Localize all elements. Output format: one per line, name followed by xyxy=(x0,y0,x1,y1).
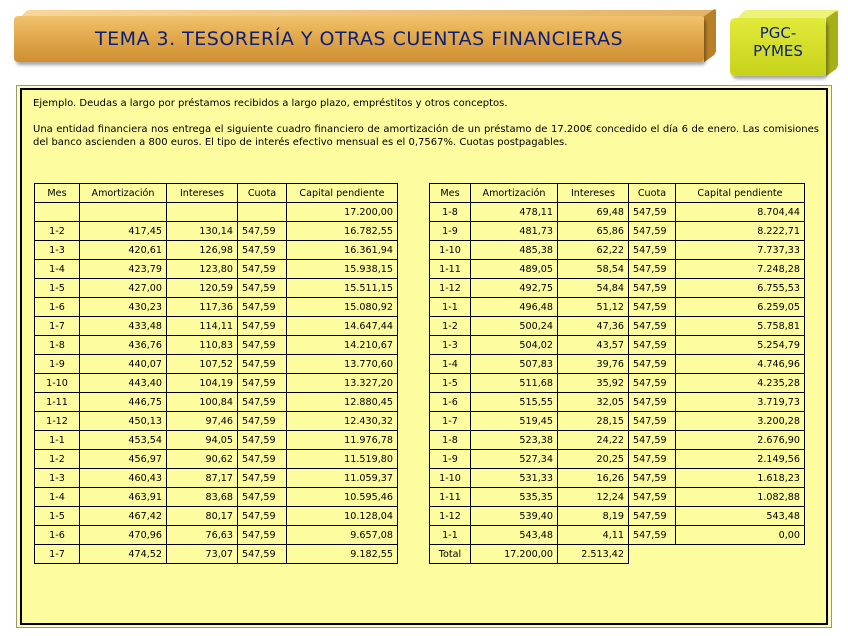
table-row xyxy=(35,545,398,564)
cell-mes: 1-1 xyxy=(35,431,80,450)
cell-capital-pendiente: 6.259,05 xyxy=(676,298,805,317)
cell-capital-pendiente: 12.430,32 xyxy=(287,412,398,431)
cell-intereses: 35,92 xyxy=(558,374,629,393)
table-row xyxy=(35,317,398,336)
table-total-row xyxy=(430,545,805,564)
cell-amortizacion: 523,38 xyxy=(471,431,558,450)
cell-mes: 1-2 xyxy=(430,317,471,336)
table-row xyxy=(35,260,398,279)
cell-capital-pendiente: 2.676,90 xyxy=(676,431,805,450)
cell-cuota: 547,59 xyxy=(238,241,287,260)
table-row xyxy=(35,488,398,507)
cell-cuota: 547,59 xyxy=(238,355,287,374)
cell-intereses: 47,36 xyxy=(558,317,629,336)
cell-amortizacion: 535,35 xyxy=(471,488,558,507)
cell-intereses: 76,63 xyxy=(167,526,238,545)
cell-mes: 1-10 xyxy=(430,241,471,260)
cell-capital-pendiente: 11.976,78 xyxy=(287,431,398,450)
cell-cuota: 547,59 xyxy=(629,298,676,317)
cell-capital-pendiente: 16.782,55 xyxy=(287,222,398,241)
table-row xyxy=(430,374,805,393)
table-row xyxy=(430,412,805,431)
table-row xyxy=(430,488,805,507)
cell-mes: 1-4 xyxy=(35,260,80,279)
cell-capital-pendiente: 1.618,23 xyxy=(676,469,805,488)
table-row xyxy=(430,241,805,260)
cell-cuota: 547,59 xyxy=(629,222,676,241)
banner-bevel-side xyxy=(704,8,716,62)
cell-capital-pendiente: 4.235,28 xyxy=(676,374,805,393)
cell-mes: 1-11 xyxy=(430,260,471,279)
cell-mes: 1-9 xyxy=(430,222,471,241)
cell-mes: 1-3 xyxy=(430,336,471,355)
cell-capital-pendiente: 8.222,71 xyxy=(676,222,805,241)
total-amortizacion: 17.200,00 xyxy=(471,545,558,564)
cell-intereses: 24,22 xyxy=(558,431,629,450)
cell-cuota: 547,59 xyxy=(629,450,676,469)
cell-amortizacion: 453,54 xyxy=(80,431,167,450)
cell-cuota: 547,59 xyxy=(238,469,287,488)
cell-amortizacion: 470,96 xyxy=(80,526,167,545)
cell-cuota: 547,59 xyxy=(238,336,287,355)
cell-mes: 1-6 xyxy=(35,526,80,545)
cell-capital-pendiente: 17.200,00 xyxy=(287,203,398,222)
cell-intereses: 39,76 xyxy=(558,355,629,374)
cell-amortizacion: 417,45 xyxy=(80,222,167,241)
cell-intereses: 80,17 xyxy=(167,507,238,526)
cell-intereses: 51,12 xyxy=(558,298,629,317)
table-row xyxy=(430,431,805,450)
table-row xyxy=(430,526,805,545)
cell-cuota: 547,59 xyxy=(629,260,676,279)
cell-cuota: 547,59 xyxy=(238,412,287,431)
cell-mes xyxy=(35,203,80,222)
cell-capital-pendiente: 5.758,81 xyxy=(676,317,805,336)
cell-intereses: 83,68 xyxy=(167,488,238,507)
cell-capital-pendiente: 0,00 xyxy=(676,526,805,545)
cell-cuota: 547,59 xyxy=(238,393,287,412)
col-intereses: Intereses xyxy=(558,184,629,203)
cell-mes: 1-9 xyxy=(35,355,80,374)
cell-cuota: 547,59 xyxy=(238,317,287,336)
cell-capital-pendiente: 5.254,79 xyxy=(676,336,805,355)
cell-mes: 1-8 xyxy=(430,203,471,222)
cell-cuota: 547,59 xyxy=(629,355,676,374)
cell-cuota: 547,59 xyxy=(629,374,676,393)
cell-mes: 1-2 xyxy=(35,222,80,241)
cell-capital-pendiente: 9.182,55 xyxy=(287,545,398,564)
example-paragraph: Una entidad financiera nos entrega el siguiente cuadro financiero de amortización de un préstamo de 17.200€ concedido el día 6 de enero. Las comisiones del banco ascienden a 800 euros. El tipo de interés efectivo mensual es el 0,7567%. Cuotas postpagables. xyxy=(33,124,819,148)
cell-capital-pendiente: 15.511,15 xyxy=(287,279,398,298)
cell-mes: 1-5 xyxy=(430,374,471,393)
cell-mes: 1-7 xyxy=(35,545,80,564)
cell-intereses: 110,83 xyxy=(167,336,238,355)
cell-intereses: 94,05 xyxy=(167,431,238,450)
cell-amortizacion: 543,48 xyxy=(471,526,558,545)
cell-cuota: 547,59 xyxy=(238,374,287,393)
cell-amortizacion: 423,79 xyxy=(80,260,167,279)
cell-mes: 1-2 xyxy=(35,450,80,469)
page-title: TEMA 3. TESORERÍA Y OTRAS CUENTAS FINANCIERAS xyxy=(94,28,624,50)
title-banner xyxy=(14,10,716,66)
cell-amortizacion: 481,73 xyxy=(471,222,558,241)
cell-cuota: 547,59 xyxy=(238,431,287,450)
cell-intereses: 65,86 xyxy=(558,222,629,241)
table-row xyxy=(430,279,805,298)
cell-capital-pendiente: 4.746,96 xyxy=(676,355,805,374)
cell-amortizacion: 496,48 xyxy=(471,298,558,317)
table-row xyxy=(35,507,398,526)
table-row xyxy=(35,450,398,469)
table-header-row xyxy=(430,184,805,203)
cell-capital-pendiente: 543,48 xyxy=(676,507,805,526)
total-intereses: 2.513,42 xyxy=(558,545,629,564)
cell-mes: 1-8 xyxy=(430,431,471,450)
table-row xyxy=(35,355,398,374)
cell-mes: 1-12 xyxy=(430,507,471,526)
amortization-table-right xyxy=(429,183,805,564)
cell-capital-pendiente: 11.519,80 xyxy=(287,450,398,469)
cell-intereses: 107,52 xyxy=(167,355,238,374)
badge-line-2: PYMES xyxy=(753,42,803,60)
cell-cuota: 547,59 xyxy=(629,317,676,336)
table-row xyxy=(35,222,398,241)
table-row xyxy=(35,374,398,393)
cell-cuota: 547,59 xyxy=(629,393,676,412)
badge-label xyxy=(730,24,826,60)
cell-capital-pendiente: 7.737,33 xyxy=(676,241,805,260)
cell-capital-pendiente: 12.880,45 xyxy=(287,393,398,412)
col-cuota: Cuota xyxy=(238,184,287,203)
cell-intereses: 104,19 xyxy=(167,374,238,393)
cell-intereses xyxy=(167,203,238,222)
cell-intereses: 114,11 xyxy=(167,317,238,336)
cell-intereses: 97,46 xyxy=(167,412,238,431)
cell-amortizacion: 539,40 xyxy=(471,507,558,526)
cell-mes: 1-7 xyxy=(430,412,471,431)
table-header-row xyxy=(35,184,398,203)
cell-amortizacion: 527,34 xyxy=(471,450,558,469)
cell-cuota: 547,59 xyxy=(629,203,676,222)
table-row xyxy=(35,412,398,431)
col-amortizacion: Amortización xyxy=(80,184,167,203)
pgc-pymes-badge xyxy=(730,10,838,76)
cell-mes: 1-7 xyxy=(35,317,80,336)
cell-cuota: 547,59 xyxy=(238,260,287,279)
cell-amortizacion: 436,76 xyxy=(80,336,167,355)
cell-cuota: 547,59 xyxy=(629,469,676,488)
cell-capital-pendiente: 2.149,56 xyxy=(676,450,805,469)
table-row xyxy=(35,393,398,412)
cell-amortizacion: 492,75 xyxy=(471,279,558,298)
cell-intereses: 20,25 xyxy=(558,450,629,469)
table-row xyxy=(35,431,398,450)
amortization-table-left xyxy=(34,183,398,564)
cell-amortizacion: 485,38 xyxy=(471,241,558,260)
table-row xyxy=(430,260,805,279)
total-label: Total xyxy=(430,545,471,564)
cell-cuota: 547,59 xyxy=(238,222,287,241)
cell-amortizacion: 440,07 xyxy=(80,355,167,374)
cell-capital-pendiente: 13.327,20 xyxy=(287,374,398,393)
table-row xyxy=(430,317,805,336)
cell-mes: 1-3 xyxy=(35,469,80,488)
cell-intereses: 73,07 xyxy=(167,545,238,564)
cell-intereses: 28,15 xyxy=(558,412,629,431)
col-capital-pendiente: Capital pendiente xyxy=(287,184,398,203)
cell-cuota: 547,59 xyxy=(629,279,676,298)
cell-intereses: 123,80 xyxy=(167,260,238,279)
cell-capital-pendiente: 15.080,92 xyxy=(287,298,398,317)
cell-capital-pendiente: 11.059,37 xyxy=(287,469,398,488)
cell-intereses: 8,19 xyxy=(558,507,629,526)
cell-capital-pendiente: 14.210,67 xyxy=(287,336,398,355)
cell-cuota: 547,59 xyxy=(238,526,287,545)
cell-amortizacion: 420,61 xyxy=(80,241,167,260)
cell-cuota: 547,59 xyxy=(238,507,287,526)
col-mes: Mes xyxy=(430,184,471,203)
cell-capital-pendiente: 13.770,60 xyxy=(287,355,398,374)
table-row xyxy=(430,222,805,241)
table-row xyxy=(430,469,805,488)
cell-capital-pendiente: 10.595,46 xyxy=(287,488,398,507)
cell-intereses: 4,11 xyxy=(558,526,629,545)
cell-mes: 1-4 xyxy=(430,355,471,374)
table-row xyxy=(35,336,398,355)
badge-bevel-side xyxy=(826,10,838,76)
cell-mes: 1-11 xyxy=(430,488,471,507)
cell-mes: 1-5 xyxy=(35,507,80,526)
cell-mes: 1-10 xyxy=(430,469,471,488)
table-row xyxy=(35,241,398,260)
table-row xyxy=(430,203,805,222)
cell-amortizacion: 460,43 xyxy=(80,469,167,488)
cell-intereses: 120,59 xyxy=(167,279,238,298)
cell-mes: 1-4 xyxy=(35,488,80,507)
cell-intereses: 32,05 xyxy=(558,393,629,412)
cell-mes: 1-6 xyxy=(430,393,471,412)
cell-amortizacion: 430,23 xyxy=(80,298,167,317)
table-row xyxy=(430,298,805,317)
table-row xyxy=(430,507,805,526)
cell-amortizacion: 478,11 xyxy=(471,203,558,222)
cell-amortizacion: 515,55 xyxy=(471,393,558,412)
example-heading: Ejemplo. Deudas a largo por préstamos recibidos a largo plazo, empréstitos y otros conceptos. xyxy=(33,98,508,109)
cell-capital-pendiente: 3.200,28 xyxy=(676,412,805,431)
cell-amortizacion: 443,40 xyxy=(80,374,167,393)
cell-mes: 1-11 xyxy=(35,393,80,412)
cell-intereses: 90,62 xyxy=(167,450,238,469)
cell-amortizacion: 500,24 xyxy=(471,317,558,336)
table-row xyxy=(35,469,398,488)
table-row xyxy=(35,203,398,222)
cell-mes: 1-10 xyxy=(35,374,80,393)
table-row xyxy=(35,298,398,317)
cell-mes: 1-9 xyxy=(430,450,471,469)
cell-cuota: 547,59 xyxy=(629,431,676,450)
table-row xyxy=(430,393,805,412)
cell-capital-pendiente: 10.128,04 xyxy=(287,507,398,526)
cell-amortizacion: 433,48 xyxy=(80,317,167,336)
cell-cuota: 547,59 xyxy=(238,450,287,469)
cell-mes: 1-12 xyxy=(35,412,80,431)
badge-line-1: PGC- xyxy=(759,24,797,42)
table-row xyxy=(35,526,398,545)
cell-capital-pendiente: 9.657,08 xyxy=(287,526,398,545)
cell-cuota: 547,59 xyxy=(629,526,676,545)
cell-amortizacion: 511,68 xyxy=(471,374,558,393)
table-row xyxy=(430,450,805,469)
cell-mes: 1-8 xyxy=(35,336,80,355)
cell-amortizacion: 467,42 xyxy=(80,507,167,526)
cell-intereses: 117,36 xyxy=(167,298,238,317)
cell-intereses: 54,84 xyxy=(558,279,629,298)
cell-amortizacion: 427,00 xyxy=(80,279,167,298)
cell-capital-pendiente: 3.719,73 xyxy=(676,393,805,412)
cell-intereses: 62,22 xyxy=(558,241,629,260)
cell-capital-pendiente: 7.248,28 xyxy=(676,260,805,279)
cell-capital-pendiente: 6.755,53 xyxy=(676,279,805,298)
table-row xyxy=(35,279,398,298)
empty-cell xyxy=(629,545,676,564)
table-row xyxy=(430,336,805,355)
cell-amortizacion: 504,02 xyxy=(471,336,558,355)
cell-amortizacion: 463,91 xyxy=(80,488,167,507)
cell-capital-pendiente: 14.647,44 xyxy=(287,317,398,336)
cell-cuota: 547,59 xyxy=(238,298,287,317)
cell-cuota: 547,59 xyxy=(238,488,287,507)
cell-intereses: 43,57 xyxy=(558,336,629,355)
empty-cell xyxy=(676,545,805,564)
cell-intereses: 126,98 xyxy=(167,241,238,260)
cell-cuota: 547,59 xyxy=(629,507,676,526)
col-capital-pendiente: Capital pendiente xyxy=(676,184,805,203)
cell-capital-pendiente: 8.704,44 xyxy=(676,203,805,222)
cell-cuota xyxy=(238,203,287,222)
cell-cuota: 547,59 xyxy=(629,412,676,431)
cell-mes: 1-3 xyxy=(35,241,80,260)
cell-amortizacion: 489,05 xyxy=(471,260,558,279)
col-cuota: Cuota xyxy=(629,184,676,203)
cell-capital-pendiente: 15.938,15 xyxy=(287,260,398,279)
cell-amortizacion: 531,33 xyxy=(471,469,558,488)
cell-intereses: 87,17 xyxy=(167,469,238,488)
cell-cuota: 547,59 xyxy=(629,336,676,355)
col-intereses: Intereses xyxy=(167,184,238,203)
cell-amortizacion: 519,45 xyxy=(471,412,558,431)
cell-amortizacion: 456,97 xyxy=(80,450,167,469)
cell-amortizacion xyxy=(80,203,167,222)
cell-intereses: 130,14 xyxy=(167,222,238,241)
cell-cuota: 547,59 xyxy=(238,279,287,298)
col-mes: Mes xyxy=(35,184,80,203)
cell-cuota: 547,59 xyxy=(629,488,676,507)
cell-intereses: 69,48 xyxy=(558,203,629,222)
cell-intereses: 58,54 xyxy=(558,260,629,279)
cell-mes: 1-5 xyxy=(35,279,80,298)
cell-intereses: 16,26 xyxy=(558,469,629,488)
cell-amortizacion: 446,75 xyxy=(80,393,167,412)
cell-intereses: 100,84 xyxy=(167,393,238,412)
cell-amortizacion: 507,83 xyxy=(471,355,558,374)
cell-mes: 1-6 xyxy=(35,298,80,317)
cell-mes: 1-1 xyxy=(430,298,471,317)
cell-capital-pendiente: 16.361,94 xyxy=(287,241,398,260)
cell-mes: 1-1 xyxy=(430,526,471,545)
cell-cuota: 547,59 xyxy=(629,241,676,260)
cell-capital-pendiente: 1.082,88 xyxy=(676,488,805,507)
content-panel xyxy=(20,88,828,625)
col-amortizacion: Amortización xyxy=(471,184,558,203)
cell-amortizacion: 450,13 xyxy=(80,412,167,431)
cell-intereses: 12,24 xyxy=(558,488,629,507)
cell-cuota: 547,59 xyxy=(238,545,287,564)
cell-mes: 1-12 xyxy=(430,279,471,298)
cell-amortizacion: 474,52 xyxy=(80,545,167,564)
table-row xyxy=(430,355,805,374)
